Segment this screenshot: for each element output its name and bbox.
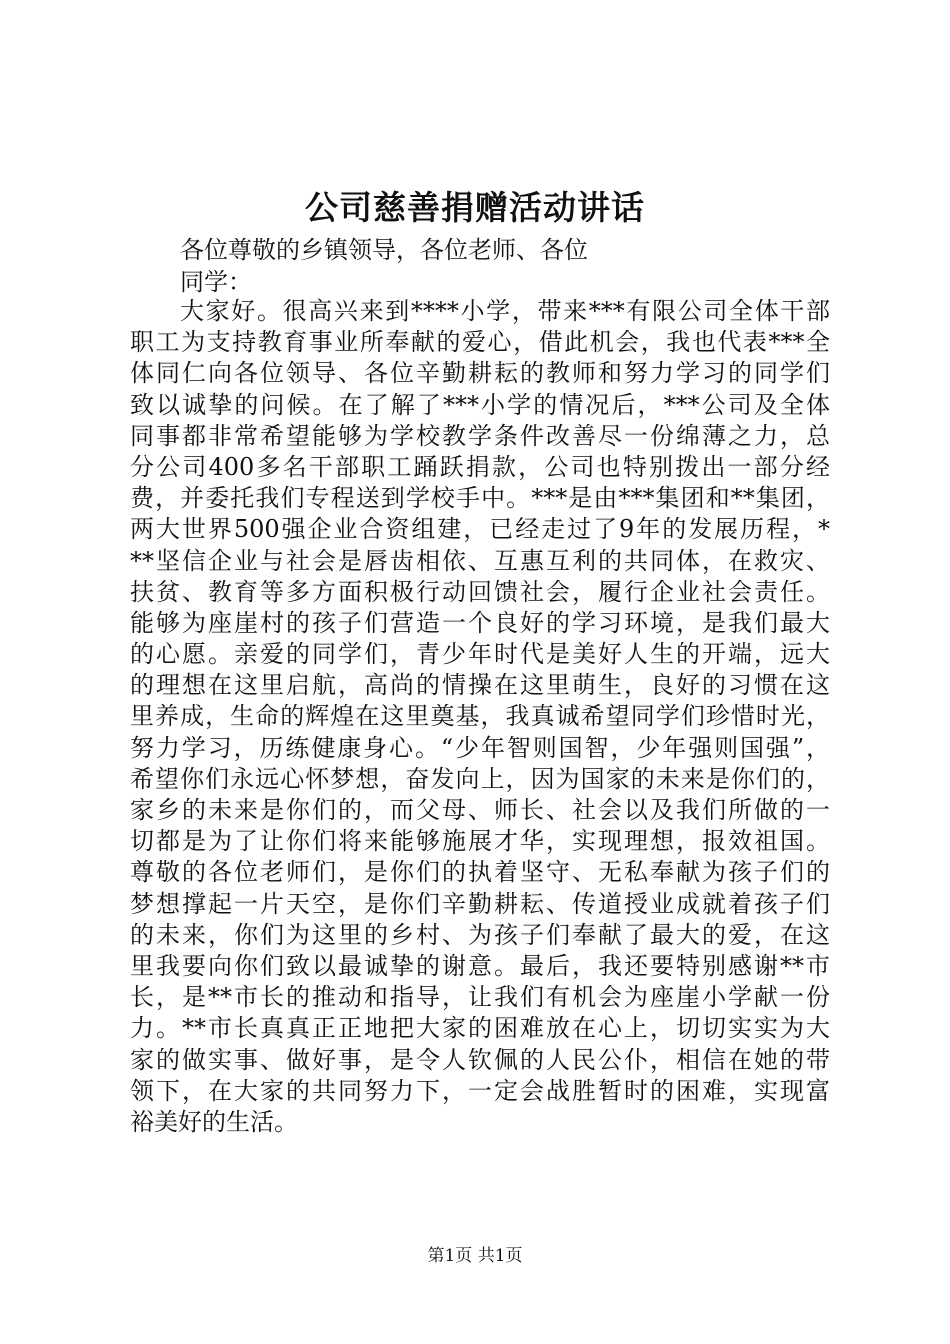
- paragraph-line: 家乡的未来是你们的，而父母、师长、社会以及我们所做的一: [130, 796, 830, 824]
- paragraph-line: 体同仁向各位领导、各位辛勤耕耘的教师和努力学习的同学们: [130, 359, 830, 388]
- paragraph-line: 致以诚挚的问候。在了解了***小学的情况后，***公司及全体: [130, 390, 830, 419]
- paragraph-line: 长，是**市长的推动和指导，让我们有机会为座崖小学献一份: [130, 983, 830, 1012]
- document-title: 公司慈善捐赠活动讲话: [305, 188, 645, 227]
- paragraph-line: 裕美好的生活。: [130, 1107, 298, 1136]
- paragraph-line: 两大世界500强企业合资组建，已经走过了9年的发展历程，*: [130, 515, 830, 544]
- paragraph-line: 家的做实事、做好事，是令人钦佩的人民公仆，相信在她的带: [130, 1045, 830, 1074]
- paragraph-line: 同事都非常希望能够为学校教学条件改善尽一份绵薄之力，总: [130, 421, 830, 450]
- paragraph-line: 的理想在这里启航，高尚的情操在这里萌生，良好的习惯在这: [130, 671, 830, 700]
- paragraph-line: 的未来，你们为这里的乡村、为孩子们奉献了最大的爱，在这: [130, 920, 830, 949]
- paragraph-line: 里养成，生命的辉煌在这里奠基，我真诚希望同学们珍惜时光，: [130, 702, 830, 731]
- paragraph-line: 努力学习，历练健康身心。“少年智则国智，少年强则国强”，: [130, 733, 830, 762]
- paragraph-line: 里我要向你们致以最诚挚的谢意。最后，我还要特别感谢**市: [130, 951, 830, 980]
- paragraph-line: **坚信企业与社会是唇齿相依、互惠互利的共同体，在救灾、: [130, 546, 830, 575]
- salutation-line: 同学：: [180, 268, 252, 296]
- paragraph-line: 领下，在大家的共同努力下，一定会战胜暂时的困难，实现富: [130, 1076, 830, 1105]
- paragraph-line: 分公司400多名干部职工踊跃捐款，公司也特别拨出一部分经: [130, 452, 830, 481]
- paragraph-line: 切都是为了让你们将来能够施展才华，实现理想，报效祖国。: [130, 827, 830, 856]
- page-footer: 第1页 共1页: [427, 1246, 523, 1266]
- paragraph-line: 费，并委托我们专程送到学校手中。***是由***集团和**集团，: [130, 484, 830, 513]
- paragraph-line: 大家好。很高兴来到****小学，带来***有限公司全体干部: [180, 297, 830, 325]
- paragraph-line: 的心愿。亲爱的同学们，青少年时代是美好人生的开端，远大: [130, 640, 830, 669]
- salutation-line: 各位尊敬的乡镇领导，各位老师、各位: [180, 236, 588, 264]
- paragraph-line: 梦想撑起一片天空，是你们辛勤耕耘、传道授业成就着孩子们: [130, 889, 830, 918]
- speech-body: [130, 296, 830, 1138]
- paragraph-line: 希望你们永远心怀梦想，奋发向上，因为国家的未来是你们的，: [130, 764, 830, 793]
- paragraph-line: 扶贫、教育等多方面积极行动回馈社会，履行企业社会责任。: [130, 577, 830, 606]
- paragraph-line: 能够为座崖村的孩子们营造一个良好的学习环境，是我们最大: [130, 608, 830, 637]
- paragraph-line: 尊敬的各位老师们，是你们的执着坚守、无私奉献为孩子们的: [130, 858, 830, 887]
- paragraph-line: 职工为支持教育事业所奉献的爱心，借此机会，我也代表***全: [130, 328, 830, 357]
- paragraph-line: 力。**市长真真正正地把大家的困难放在心上，切切实实为大: [130, 1014, 830, 1043]
- salutation: [180, 234, 650, 298]
